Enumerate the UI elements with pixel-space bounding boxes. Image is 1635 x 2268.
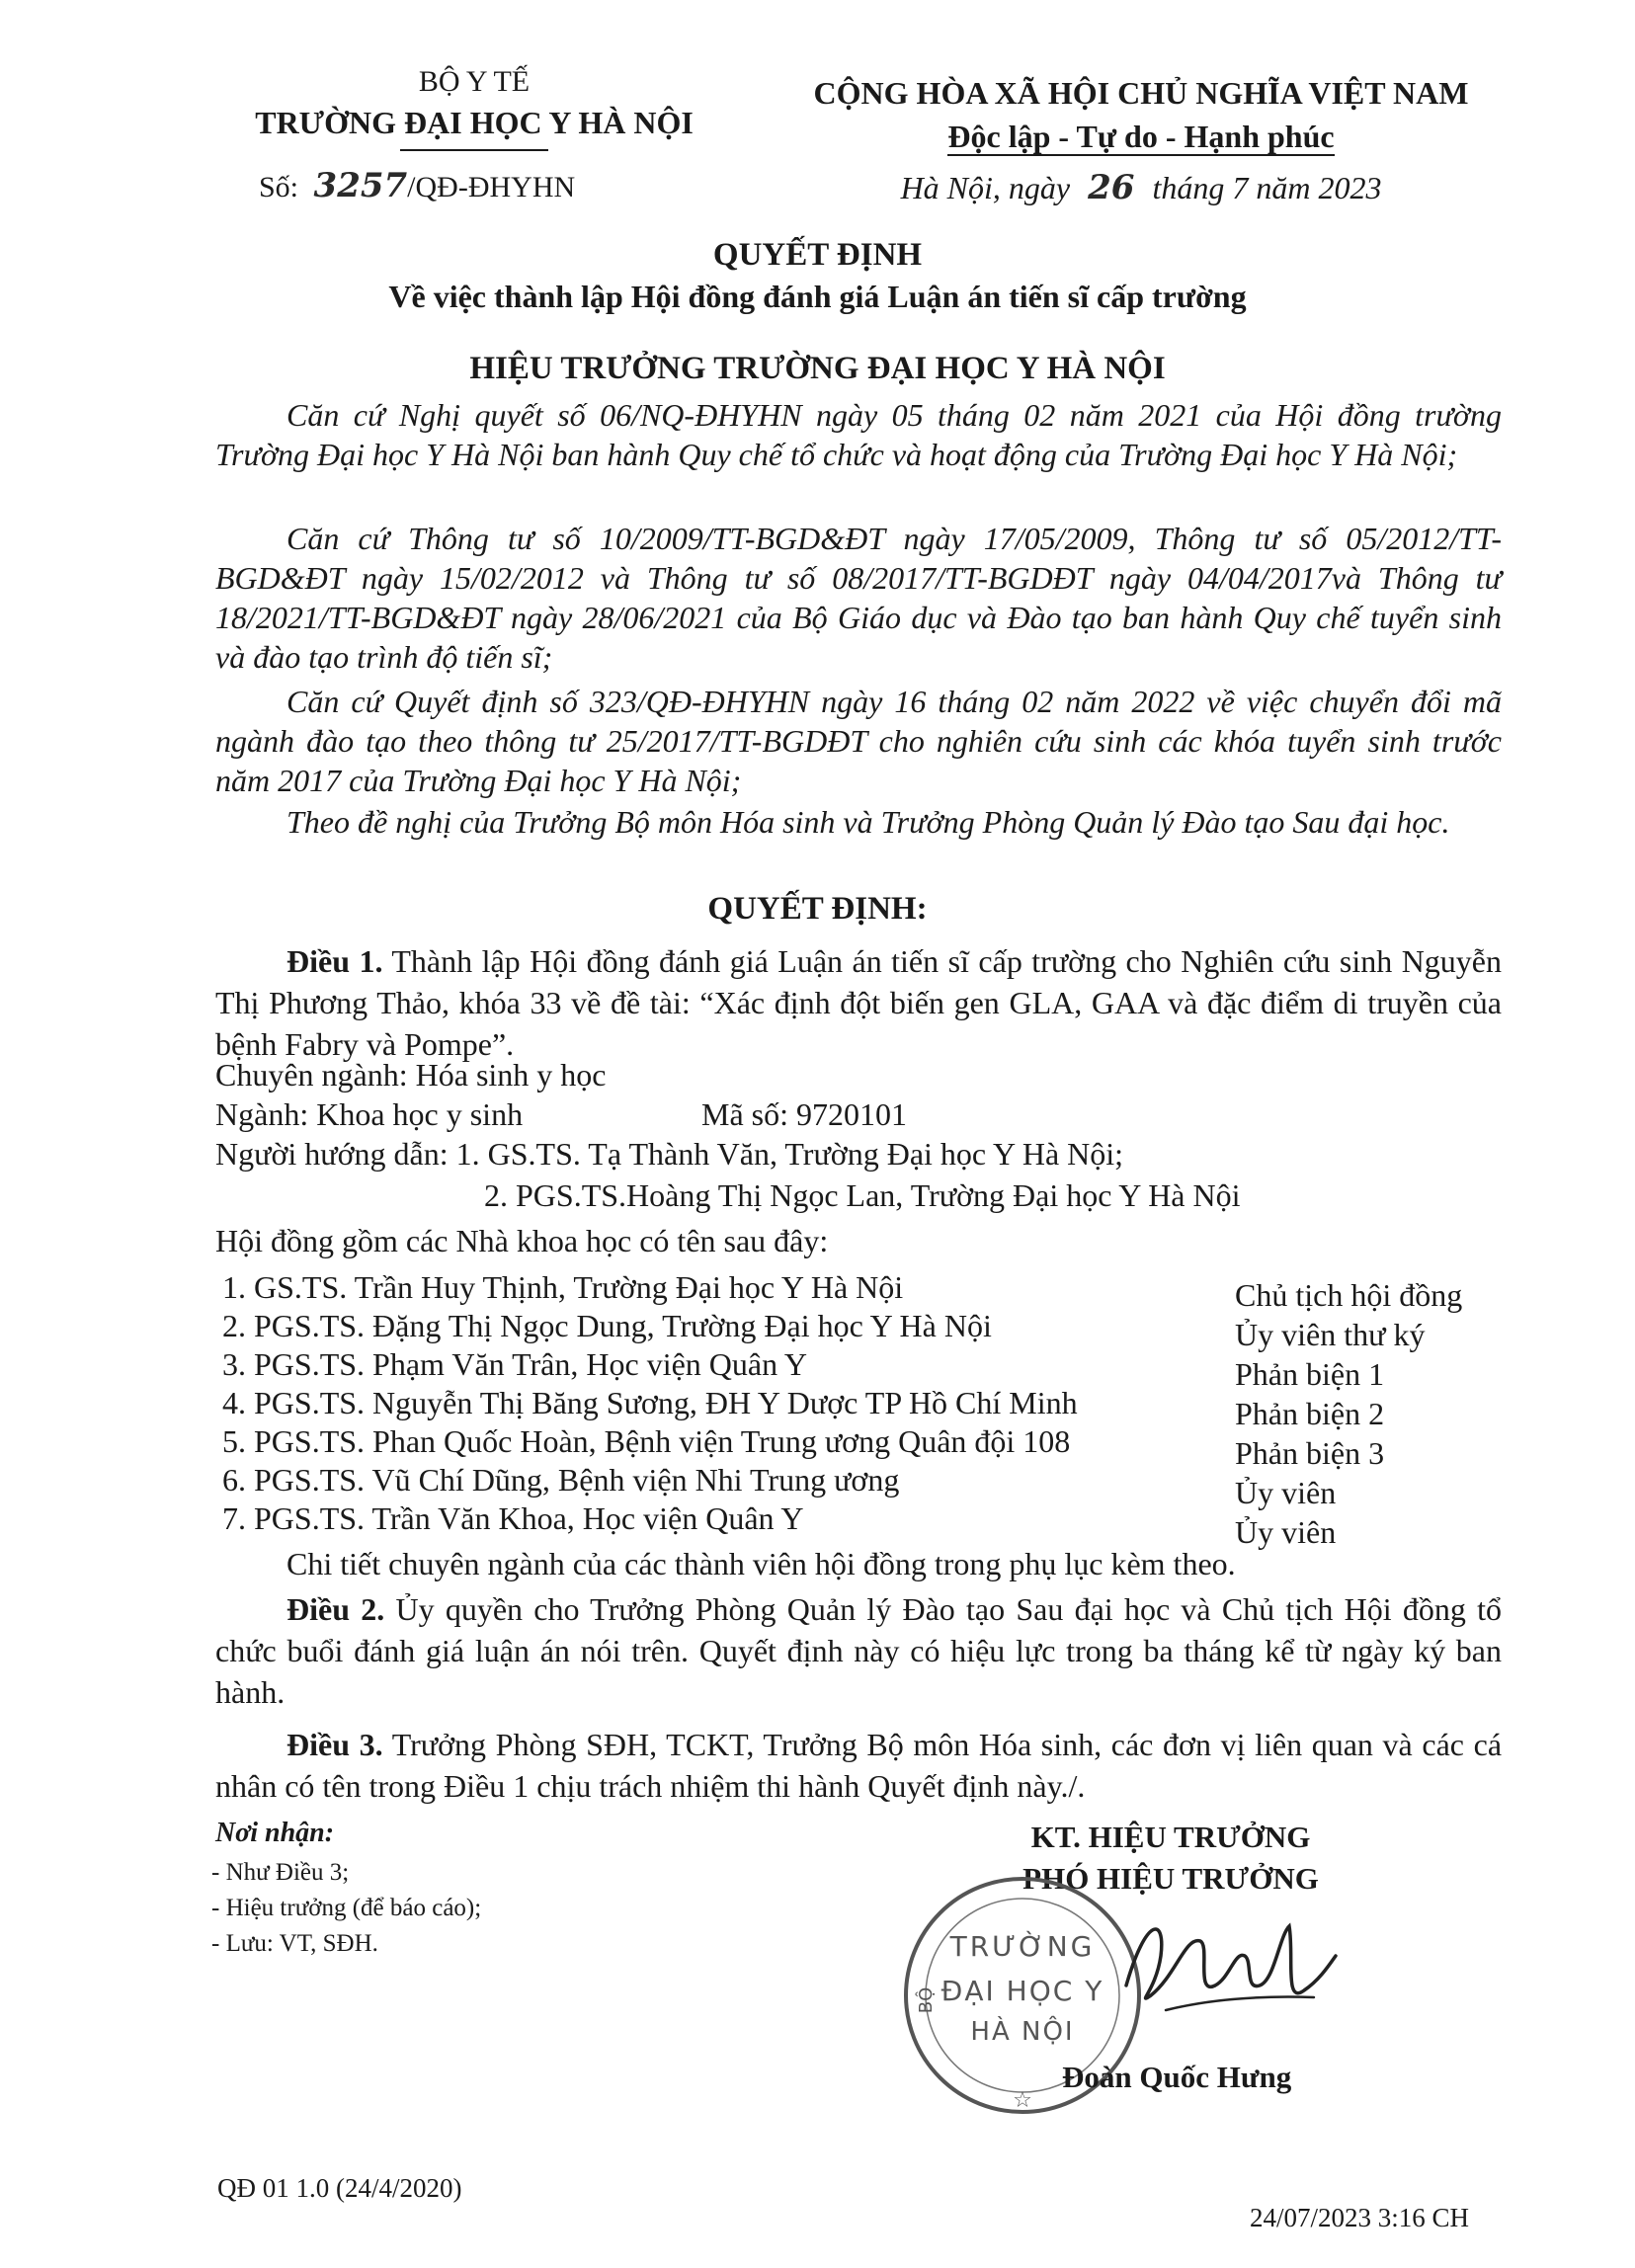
article-3-label: Điều 3. xyxy=(286,1727,383,1762)
article-1 xyxy=(215,940,1502,1065)
article-1-label: Điều 1. xyxy=(286,943,383,979)
basis-1-text: Căn cứ Nghị quyết số 06/NQ-ĐHYHN ngày 05 tháng 02 năm 2021 của Hội đồng trường Trường Đại học Y Hà Nội ban hành Quy chế tổ chức và hoạt động của Trường Đại học Y Hà Nội; xyxy=(215,397,1502,472)
advisor-1-line xyxy=(215,1136,1123,1173)
article-3-text: Trưởng Phòng SĐH, TCKT, Trưởng Bộ môn Hóa sinh, các đơn vị liên quan và các cá nhân có tên trong Điều 1 chịu trách nhiệm thi hành Quyết định này./. xyxy=(215,1727,1503,1804)
svg-text:☆: ☆ xyxy=(1013,2088,1032,2113)
signature-title-1: KT. HIỆU TRƯỞNG xyxy=(1030,1820,1311,1854)
national-motto xyxy=(790,119,1492,155)
article-3 xyxy=(215,1724,1502,1807)
basis-3-text: Căn cứ Quyết định số 323/QĐ-ĐHYHN ngày 16 tháng 02 năm 2022 về việc chuyển đổi mã ngành đào tạo theo thông tư 25/2017/TT-BGDĐT cho nghiên cứu sinh các khóa tuyển sinh trước năm 2017 của Trường Đại học Y Hà Nội; xyxy=(215,684,1502,798)
stamp-text-2: ĐẠI HỌC Y xyxy=(940,1975,1104,2007)
stamp-text-4: BỘ xyxy=(916,1986,937,2014)
council-intro: Hội đồng gồm các Nhà khoa học có tên sau đây: xyxy=(215,1223,829,1258)
advisor-2: 2. PGS.TS.Hoàng Thị Ngọc Lan, Trường Đại học Y Hà Nội xyxy=(484,1177,1241,1213)
article-2-text: Ủy quyền cho Trưởng Phòng Quản lý Đào tạo Sau đại học và Chủ tịch Hội đồng tổ chức buổi đánh giá luận án nói trên. Quyết định này có hiệu lực trong ba tháng kể từ ngày ký ban hành. xyxy=(215,1591,1503,1710)
basis-4 xyxy=(215,802,1502,842)
member-1-role: Chủ tịch hội đồng xyxy=(1235,1277,1463,1313)
field-code: Mã số: 9720101 xyxy=(701,1096,907,1132)
decision-title: QUYẾT ĐỊNH xyxy=(712,237,923,273)
issuing-authority: HIỆU TRƯỞNG TRƯỜNG ĐẠI HỌC Y HÀ NỘI xyxy=(469,351,1166,386)
article-2-label: Điều 2. xyxy=(286,1591,385,1627)
number-suffix: /QĐ-ĐHYHN xyxy=(407,171,576,203)
decision-subject: Về việc thành lập Hội đồng đánh giá Luận án tiến sĩ cấp trường xyxy=(388,279,1247,314)
member-3: 3. PGS.TS. Phạm Văn Trân, Học viện Quân Y xyxy=(222,1346,808,1382)
member-2-role: Ủy viên thư ký xyxy=(1235,1317,1426,1352)
recipients-label: Nơi nhận: xyxy=(215,1818,335,1848)
form-code: QĐ 01 1.0 (24/4/2020) xyxy=(217,2173,462,2203)
number-label: Số: xyxy=(259,171,299,203)
member-7-role: Ủy viên xyxy=(1235,1514,1337,1550)
date-day-handwritten: 26 xyxy=(1088,168,1135,207)
advisor-1: 1. GS.TS. Tạ Thành Văn, Trường Đại học Y Hà Nội; xyxy=(455,1136,1124,1172)
basis-1 xyxy=(215,395,1502,474)
specialty: Chuyên ngành: Hóa sinh y học xyxy=(215,1057,607,1093)
decision-number xyxy=(259,166,575,205)
print-timestamp: 24/07/2023 3:16 CH xyxy=(1250,2203,1470,2232)
member-1: 1. GS.TS. Trần Huy Thịnh, Trường Đại học Y Hà Nội xyxy=(222,1269,904,1305)
basis-2-text: Căn cứ Thông tư số 10/2009/TT-BGD&ĐT ngày 17/05/2009, Thông tư số 05/2012/TT-BGD&ĐT ngày 15/02/2012 và Thông tư số 08/2017/TT-BGDĐT ngày 04/04/2017và Thông tư 18/2021/TT-BGD&ĐT ngày 28/06/2021 của Bộ Giáo dục và Đào tạo ban hành Quy chế tuyển sinh và đào tạo trình độ tiến sĩ; xyxy=(215,521,1502,675)
field: Ngành: Khoa học y sinh xyxy=(215,1096,524,1132)
basis-2 xyxy=(215,519,1502,677)
stamp-text-1: TRƯỜNG xyxy=(949,1930,1096,1963)
article-2 xyxy=(215,1588,1502,1713)
member-5-role: Phản biện 3 xyxy=(1235,1435,1385,1471)
member-6: 6. PGS.TS. Vũ Chí Dũng, Bệnh viện Nhi Trung ương xyxy=(222,1462,900,1498)
member-4-role: Phản biện 2 xyxy=(1235,1396,1385,1431)
recipients-list xyxy=(211,1855,481,1962)
date-prefix: Hà Nội, ngày xyxy=(900,170,1071,205)
school-underline xyxy=(400,149,548,151)
member-2: 2. PGS.TS. Đặng Thị Ngọc Dung, Trường Đại học Y Hà Nội xyxy=(222,1308,992,1343)
advisor-label: Người hướng dẫn: xyxy=(215,1136,449,1172)
appendix-note: Chi tiết chuyên ngành của các thành viên hội đồng trong phụ lục kèm theo. xyxy=(286,1546,1236,1581)
motto-text: Độc lập - Tự do - Hạnh phúc xyxy=(947,119,1335,154)
basis-3 xyxy=(215,682,1502,800)
signer-name: Đoàn Quốc Hưng xyxy=(1062,2060,1292,2094)
handwritten-signature-icon xyxy=(1106,1897,1344,2045)
member-3-role: Phản biện 1 xyxy=(1235,1356,1385,1392)
article-1-text: Thành lập Hội đồng đánh giá Luận án tiến sĩ cấp trường cho Nghiên cứu sinh Nguyễn Thị Phương Thảo, khóa 33 về đề tài: “Xác định đột biến gen GLA, GAA và đặc điểm di truyền của bệnh Fabry và Pompe”. xyxy=(215,943,1503,1062)
stamp-text-3: HÀ NỘI xyxy=(970,2017,1075,2047)
decision-heading: QUYẾT ĐỊNH: xyxy=(707,891,928,927)
nation-name: CỘNG HÒA XÃ HỘI CHỦ NGHĨA VIỆT NAM xyxy=(813,75,1469,111)
date-suffix: tháng 7 năm 2023 xyxy=(1152,170,1382,205)
recipient-item: - Như Điều 3; xyxy=(211,1859,350,1886)
recipient-item: - Lưu: VT, SĐH. xyxy=(211,1930,378,1957)
issue-date xyxy=(790,168,1492,207)
school-name: TRƯỜNG ĐẠI HỌC Y HÀ NỘI xyxy=(255,105,694,140)
basis-4-text: Theo đề nghị của Trưởng Bộ môn Hóa sinh và Trưởng Phòng Quản lý Đào tạo Sau đại học. xyxy=(286,804,1450,840)
ministry-name: BỘ Y TẾ xyxy=(418,65,531,98)
member-5: 5. PGS.TS. Phan Quốc Hoàn, Bệnh viện Trung ương Quân đội 108 xyxy=(222,1423,1071,1459)
member-7: 7. PGS.TS. Trần Văn Khoa, Học viện Quân Y xyxy=(222,1500,804,1536)
number-handwritten: 3257 xyxy=(313,166,408,205)
signature-title-2: PHÓ HIỆU TRƯỞNG xyxy=(1022,1861,1319,1896)
member-6-role: Ủy viên xyxy=(1235,1475,1337,1510)
recipient-item: - Hiệu trưởng (để báo cáo); xyxy=(211,1895,482,1921)
member-4: 4. PGS.TS. Nguyễn Thị Băng Sương, ĐH Y Dược TP Hồ Chí Minh xyxy=(222,1385,1078,1420)
